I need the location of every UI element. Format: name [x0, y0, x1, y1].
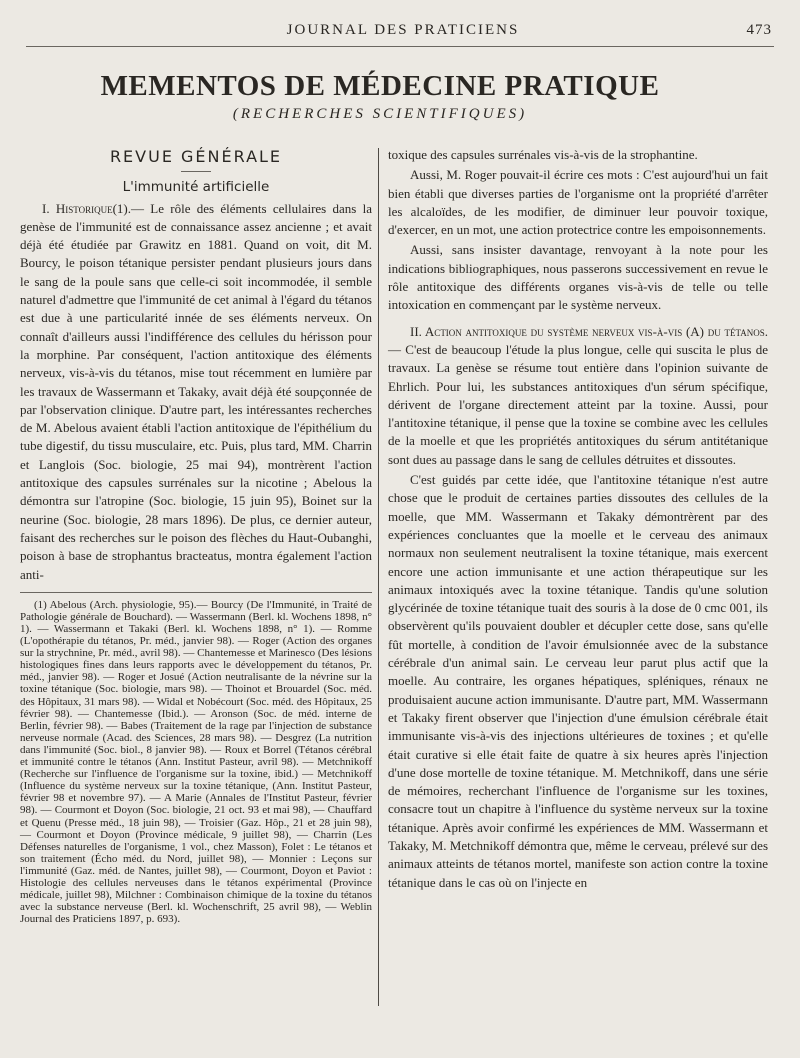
section-heading: REVUE GÉNÉRALE [109, 147, 283, 166]
paragraph-wassermann: C'est guidés par cette idée, que l'antitoxine tétanique n'est autre chose que le produit de certaines parties dissoutes des cellules de la moelle, que MM. Wassermann et Takaky démontrèrent par des expériences concluantes que la moelle et le cerveau des animaux normaux non seulement neutralisent la toxine tétanique, mais exercent encore une action immunisante et une action thérapeutique sur les animaux intoxiqués avec la toxine tétanique. Tandis qu'une solution glycérinée de toxine tétanique tuait des souris à la dose de 0 cmc 001, ils observèrent qu'ils pouvaient doubler et décupler cette dose, sans qu'elle fût mortelle, à condition de l'avoir émulsionnée avec de la substance cérébrale d'un animal sain. Le cerveau leur parut plus actif que la moelle. Au contraire, les organes hépatiques, spléniques, rénaux ne produisaient aucune action immunisante. D'autre part, MM. Wassermann et Takaky firent observer que l'injection d'une émulsion cérébrale était immunisante vis-à-vis des injections ultérieures de toxines ; et qu'elle était curative si elle était faite de quatre à six heures après l'injection d'une dose mortelle de toxine tétanique. M. Metchnikoff, dans une série de mémoires, recherchant l'influence de l'organisme sur les toxines, consacre tout un chapitre à l'influence du système nerveux sur la toxine tétanique. Après avoir confirmé les expériences de MM. Wassermann et Takaky, M. Metchnikoff démontra que, même le cerveau, prélevé sur des animaux atteints de tétanos mortel, manifeste son action contre la toxine tétanique dans le cas où on l'injecte en [388, 472, 768, 890]
paragraph-roger: Aussi, M. Roger pouvait-il écrire ces mots : C'est aujourd'hui un fait bien établi que diverses parties de l'organisme ont la propriété d'arrêter les alcaloïdes, de les modifier, de diminuer leur pouvoir toxique, d'exercer, en un mot, une action protectrice contre les empoisonnements. [388, 167, 768, 238]
column-divider [378, 148, 379, 1006]
paragraph-historique [20, 200, 372, 584]
running-title: JOURNAL DES PRATICIENS [286, 22, 520, 38]
running-header [30, 22, 776, 42]
paragraph-bibliography-note: Aussi, sans insister davantage, renvoyant à la note pour les indications bibliographiques, nous passerons successivement en revue le rôle antitoxique des différents organes vis-à-vis de telle ou telle intoxication en commençant par le système nerveux. [388, 242, 768, 313]
header-rule [26, 46, 774, 47]
article-subtitle: (RECHERCHES SCIENTIFIQUES) [232, 106, 528, 122]
footnote-rule [20, 592, 372, 593]
right-column [388, 146, 768, 892]
footnote-text: (1) Abelous (Arch. physiologie, 95).— Bourcy (De l'Immunité, in Traité de Pathologie générale de Bouchard). — Wassermann (Berl. kl. Wochens 1898, n° 1). — Wassermann et Takaki (Berl. kl. Wochens 1898, n° 1). — Romme (L'opothérapie du tétanos, Pr. méd., janvier 98). — Roger (Action des organes sur la strychnine, Pr. méd., avril 98). — Chantemesse et Marinesco (Des lésions histologiques fines dans leurs rapports avec le développement du tétanos, Pr. méd., janvier 98). — Roger et Josué (Action neutralisante de la névrine sur la toxine tétanique (Soc. biologie, mars 98). — Thoinot et Brouardel (Soc. méd. des Hôpitaux, 31 mars 98). — Widal et Nobécourt (Soc. méd. des Hôpitaux, 25 février 98). — Chantemesse (Ibid.). — Aronson (Soc. de méd. interne de Berlin, février 98). — Babes (Traitement de la rage par l'injection de substance nerveuse normale (Acad. des Sciences, 28 mars 98). — Desgrez (La nutrition dans l'immunité (Soc. biol., 8 janvier 98). — Roux et Borrel (Tétanos cérébral et immunité contre le tétanos (Ann. Institut Pasteur, avril 98). — Metchnikoff (Recherche sur l'influence de l'organisme sur la toxine, ibid.) — Metchnikoff (Influence du système nerveux sur la toxine tétanique, (Ann. Institut Pasteur, février 98 et novembre 97). — A Marie (Annales de l'Institut Pasteur, février 98). — Courmont et Doyon (Soc. biologie, 21 oct. 93 et mai 98), — Chauffard et Quenu (Presse méd., 18 juin 98), — Troisier (Gaz. Hôp., 21 et 28 juin 98), — Courmont et Doyon (Province médicale, 9 juillet 98), — Charrin (Les Défenses naturelles de l'organisme, 1 vol., chez Masson), Folet : Le tétanos et son traitement (Écho méd. du Nord, juillet 98), — Monnier : Leçons sur l'immunité (Gaz. méd. de Nantes, juillet 98), — Courmont, Doyon et Paviot : Histologie des cellules nerveuses dans le tétanos expérimental (Province médicale, juillet 98), Milchner : Combinaison chimique de la toxine du tétanos avec la substance nerveuse (Berl. kl. Wochenschrift, 25 avril 98), — Weblin Journal des Praticiens 1897, p. 693). [20, 598, 372, 926]
page-number: 473 [746, 22, 772, 38]
paragraph-label: I. Historique [42, 200, 113, 216]
paragraph-action-antitoxique [388, 323, 768, 469]
paragraph-label: II. Action antitoxique du système nerveux vis-à-vis (A) du tétanos. [410, 323, 768, 339]
paragraph-text: .— Le rôle des éléments cellulaires dans la genèse de l'immunité est de connaissance assez ancienne ; et avait déjà été étudiée par Grawitz en 1881. Quand on voit, dit M. Bourcy, le poison tétanique persister pendant plusieurs jours dans le sang de la poule sans que celle-ci soit incommodée, il semble naturel d'admettre que l'immunité de cet animal à l'égard du tétanos est due à une particularité innée de ses éléments nerveux. On connaît d'ailleurs aussi l'indifférence des cellules du hérisson pour la morphine. Par conséquent, l'action antitoxique des éléments nerveux, vis-à-vis du tétanos, mise tout récemment en lumière par les travaux de Wassermann et Takaky, avait déjà été soupçonnée de par l'observation clinique. D'autre part, les intéressantes recherches de M. Abelous avaient établi l'action antitoxique de l'épithélium du tube digestif, du tissu musculaire, etc. Puis, plus tard, MM. Charrin et Langlois (Soc. biologie, 25 mai 94), montrèrent l'action antitoxique des capsules surrénales sur la nicotine ; Abelous la démontra sur l'atropine (Soc. biologie, 15 juin 95), Boinet sur la neurine (Soc. biologie, 28 mars 1896). De plus, ce dernier auteur, faisant des recherches sur le poison des flèches du Haut-Oubanghi, poison à base de strophantus bracteatus, montra également l'action anti- [20, 200, 372, 582]
article-title: MEMENTOS DE MÉDECINE PRATIQUE [100, 70, 660, 102]
footnote [20, 599, 372, 926]
left-column [20, 146, 372, 925]
section-subheading: L'immunité artificielle [122, 179, 270, 196]
section-rule [181, 171, 211, 172]
paragraph-continuation: toxique des capsules surrénales vis-à-vis de la strophantine. [388, 147, 698, 162]
footnote-ref: (1) [112, 200, 128, 216]
paragraph-text: — C'est de beaucoup l'étude la plus longue, celle qui suscita le plus de travaux. La genèse se résume tout entière dans l'opinion suivante de Ehrlich. Pour lui, les substances antitoxiques d'un sérum spécifique, dérivent de l'organe directement atteint par la toxine. Aussi, pour l'antitoxine tétanique, il pense que la toxine se combine avec les cellules de la moelle et que les propriétés antitoxiques du sérum antitétanique sont dues au passage dans le sang de cellules détruites et dissoutes. [388, 341, 768, 467]
